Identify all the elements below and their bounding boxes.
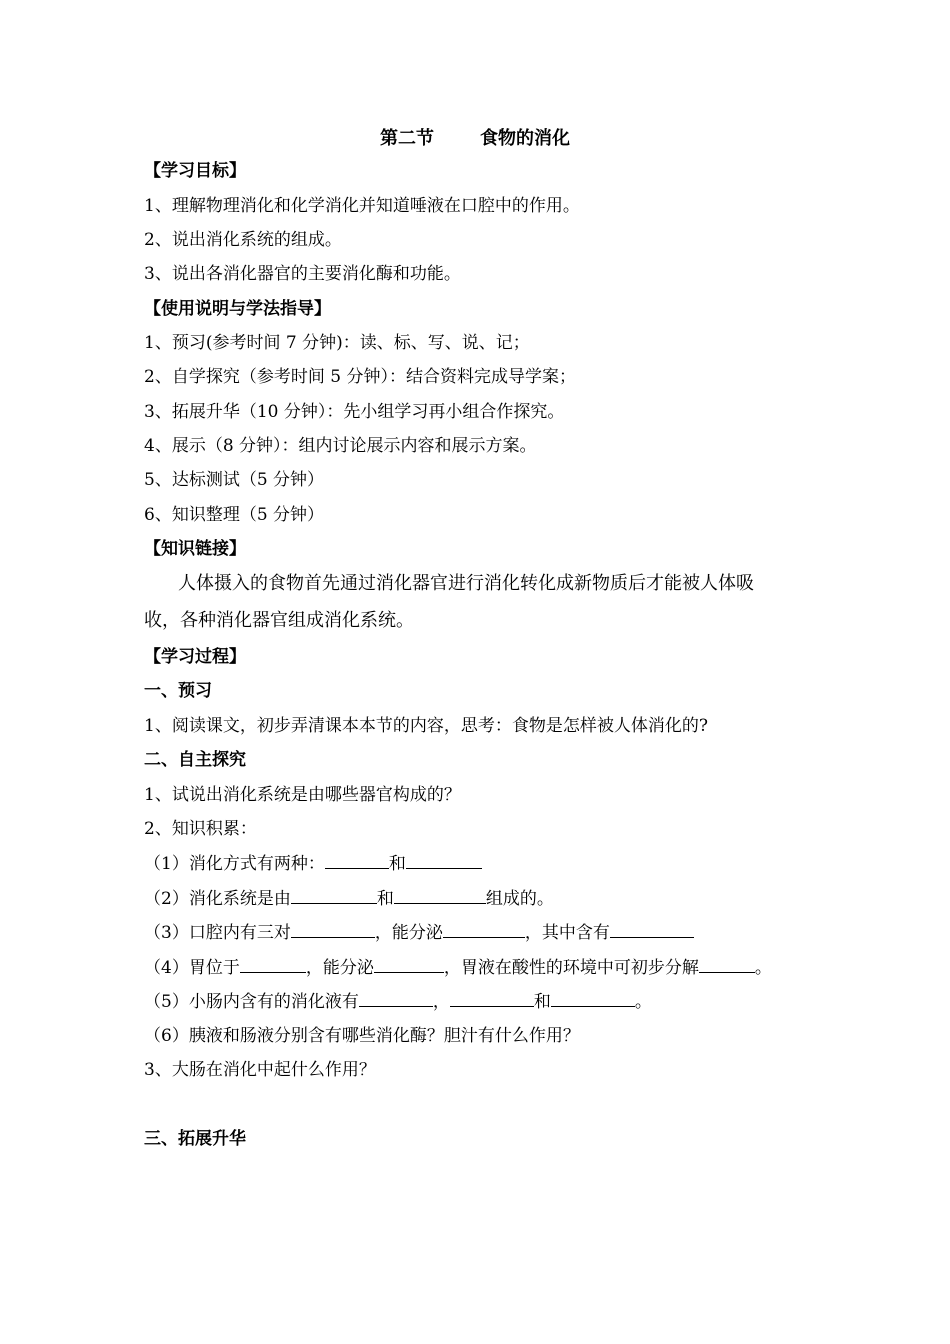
heading-objectives: 【学习目标】 — [144, 161, 246, 181]
guide-item: 1、预习(参考时间 7 分钟)：读、标、写、说、记； — [144, 333, 530, 353]
answer-blank[interactable] — [551, 990, 635, 1007]
guide-item: 5、达标测试（5 分钟） — [144, 470, 325, 490]
guide-item: 3、拓展升华（10 分钟）：先小组学习再小组合作探究。 — [144, 402, 565, 422]
knowledge-paragraph: 人体摄入的食物首先通过消化器官进行消化转化成新物质后才能被人体吸 — [178, 573, 754, 594]
question-item: 1、阅读课文，初步弄清课本本节的内容，思考：食物是怎样被人体消化的? — [144, 716, 708, 736]
answer-blank[interactable] — [291, 921, 375, 938]
heading-guide: 【使用说明与学法指导】 — [144, 299, 331, 319]
fill-blank-5: （5）小肠内含有的消化液有 ， 和 。 — [144, 992, 652, 1012]
fill-blank-2: （2）消化系统是由 和 组成的。 — [144, 889, 554, 909]
answer-blank[interactable] — [450, 990, 534, 1007]
guide-item: 2、自学探究（参考时间 5 分钟）：结合资料完成导学案； — [144, 367, 576, 387]
answer-blank[interactable] — [610, 921, 694, 938]
section-preview: 一、预习 — [144, 681, 212, 701]
answer-blank[interactable] — [291, 887, 377, 904]
answer-blank[interactable] — [394, 887, 486, 904]
fill-blank-3: （3）口腔内有三对 ，能分泌 ，其中含有 — [144, 921, 694, 944]
section-extension: 三、拓展升华 — [144, 1129, 246, 1149]
answer-blank[interactable] — [325, 852, 389, 869]
answer-blank[interactable] — [240, 956, 306, 973]
answer-blank[interactable] — [443, 921, 525, 938]
title-topic: 食物的消化 — [480, 128, 570, 149]
guide-item: 6、知识整理（5 分钟） — [144, 505, 325, 525]
objective-item: 2、说出消化系统的组成。 — [144, 230, 342, 250]
knowledge-paragraph: 收，各种消化器官组成消化系统。 — [144, 610, 414, 631]
answer-blank[interactable] — [374, 956, 444, 973]
section-self-study: 二、自主探究 — [144, 750, 246, 770]
answer-blank[interactable] — [699, 956, 755, 973]
question-item: 3、大肠在消化中起什么作用？ — [144, 1060, 376, 1080]
guide-item: 4、展示（8 分钟）：组内讨论展示内容和展示方案。 — [144, 436, 537, 456]
heading-process: 【学习过程】 — [144, 647, 246, 667]
fill-question-6: （6）胰液和肠液分别含有哪些消化酶？胆汁有什么作用？ — [144, 1026, 580, 1046]
answer-blank[interactable] — [406, 852, 482, 869]
objective-item: 1、理解物理消化和化学消化并知道唾液在口腔中的作用。 — [144, 196, 580, 216]
objective-item: 3、说出各消化器官的主要消化酶和功能。 — [144, 264, 461, 284]
question-item: 2、知识积累： — [144, 819, 257, 839]
heading-knowledge-link: 【知识链接】 — [144, 539, 246, 559]
fill-blank-1: （1）消化方式有两种： 和 — [144, 852, 482, 875]
answer-blank[interactable] — [359, 990, 433, 1007]
page-title — [0, 124, 950, 150]
fill-blank-4: （4）胃位于 ，能分泌 ，胃液在酸性的环境中可初步分解 。 — [144, 958, 772, 978]
title-section-number: 第二节 — [380, 128, 434, 149]
question-item: 1、试说出消化系统是由哪些器官构成的？ — [144, 785, 461, 805]
